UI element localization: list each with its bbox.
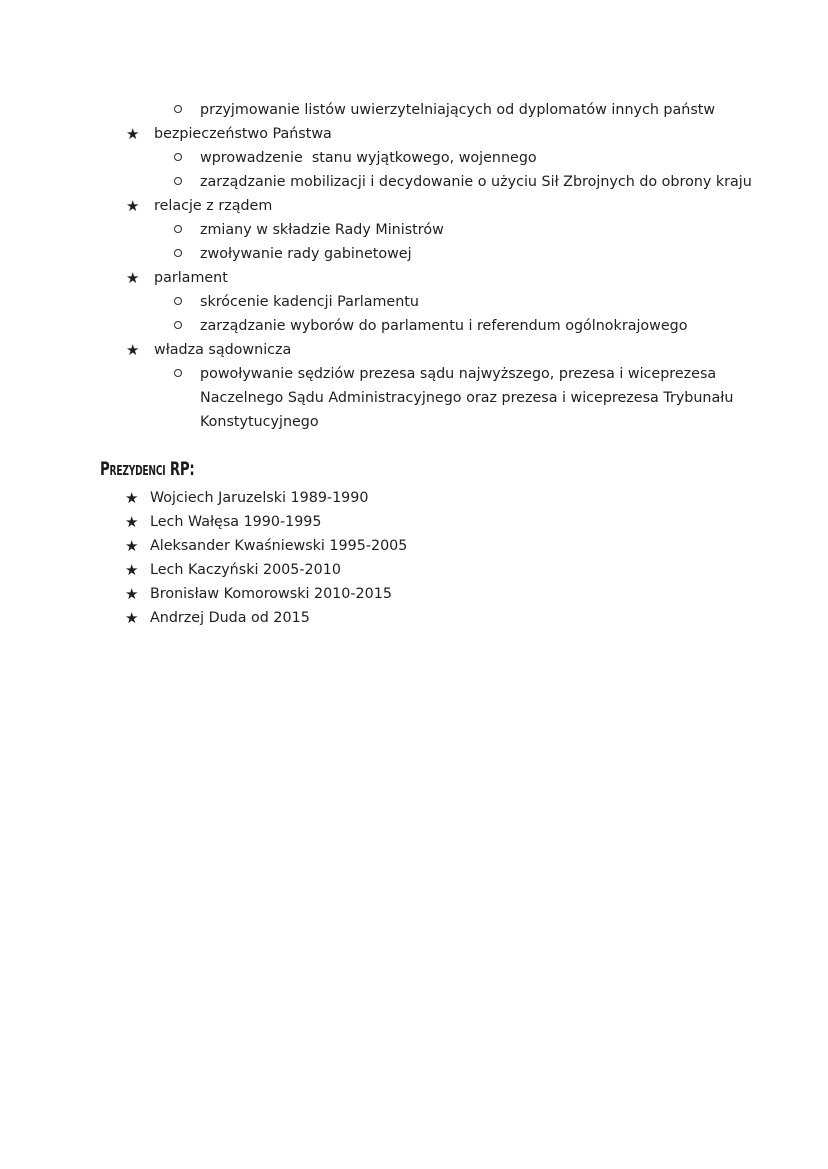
list-item-text: Wojciech Jaruzelski 1989-1990 (150, 490, 369, 506)
list-item (200, 242, 412, 266)
section-heading: Prezydenci RP: (100, 458, 195, 480)
list-item-text: Lech Kaczyński 2005-2010 (150, 562, 341, 578)
list-item-text: zmiany w składzie Rady Ministrów (200, 222, 444, 238)
list-item (125, 510, 322, 534)
star-icon: ★ (126, 269, 140, 287)
star-icon: ★ (125, 609, 139, 627)
list-item (125, 534, 408, 558)
star-icon: ★ (126, 125, 140, 143)
list-item-text: władza sądownicza (154, 342, 292, 358)
list-item-text: zarządzanie wyborów do parlamentu i referendum ogólnokrajowego (200, 318, 688, 334)
circle-outline-icon (174, 225, 182, 233)
list-item (200, 314, 688, 338)
circle-outline-icon (174, 153, 182, 161)
list-item (200, 362, 716, 386)
list-item (200, 170, 752, 194)
list-item (200, 290, 419, 314)
circle-outline-icon (174, 249, 182, 257)
list-item (126, 338, 292, 362)
star-icon: ★ (125, 513, 139, 531)
list-item (200, 218, 444, 242)
list-item-text: Naczelnego Sądu Administracyjnego oraz prezesa i wiceprezesa Trybunału (200, 390, 734, 406)
list-item-continuation (200, 410, 319, 434)
list-item (126, 194, 273, 218)
list-item-text: zwoływanie rady gabinetowej (200, 246, 412, 262)
list-item-text: powoływanie sędziów prezesa sądu najwyższego, prezesa i wiceprezesa (200, 366, 717, 382)
star-icon: ★ (125, 585, 139, 603)
list-item-text: Andrzej Duda od 2015 (150, 610, 310, 626)
circle-outline-icon (174, 321, 182, 329)
circle-outline-icon (174, 105, 182, 113)
list-item (125, 606, 310, 630)
circle-outline-icon (174, 297, 182, 305)
list-item-text: przyjmowanie listów uwierzytelniających od dyplomatów innych państw (200, 102, 716, 118)
list-item-text: zarządzanie mobilizacji i decydowanie o użyciu Sił Zbrojnych do obrony kraju (200, 174, 752, 190)
list-item-text: Aleksander Kwaśniewski 1995-2005 (150, 538, 408, 554)
list-item-text: skrócenie kadencji Parlamentu (200, 294, 419, 310)
list-item-text: Bronisław Komorowski 2010-2015 (150, 586, 392, 602)
list-item-text: Konstytucyjnego (200, 414, 319, 430)
circle-outline-icon (174, 369, 182, 377)
list-item (126, 266, 228, 290)
list-item (126, 122, 332, 146)
list-item-text: parlament (154, 270, 228, 286)
list-item (125, 486, 369, 510)
list-item-text: relacje z rządem (154, 198, 273, 214)
list-item (200, 146, 537, 170)
list-item (200, 98, 715, 122)
star-icon: ★ (125, 561, 139, 579)
star-icon: ★ (126, 341, 140, 359)
circle-outline-icon (174, 177, 182, 185)
star-icon: ★ (126, 197, 140, 215)
list-item (125, 558, 341, 582)
list-item-text: Lech Wałęsa 1990-1995 (150, 514, 322, 530)
list-item (125, 582, 392, 606)
star-icon: ★ (125, 537, 139, 555)
list-item-text: wprowadzenie stanu wyjątkowego, wojennego (200, 150, 537, 166)
list-item-text: bezpieczeństwo Państwa (154, 126, 332, 142)
star-icon: ★ (125, 489, 139, 507)
list-item-continuation (200, 386, 733, 410)
